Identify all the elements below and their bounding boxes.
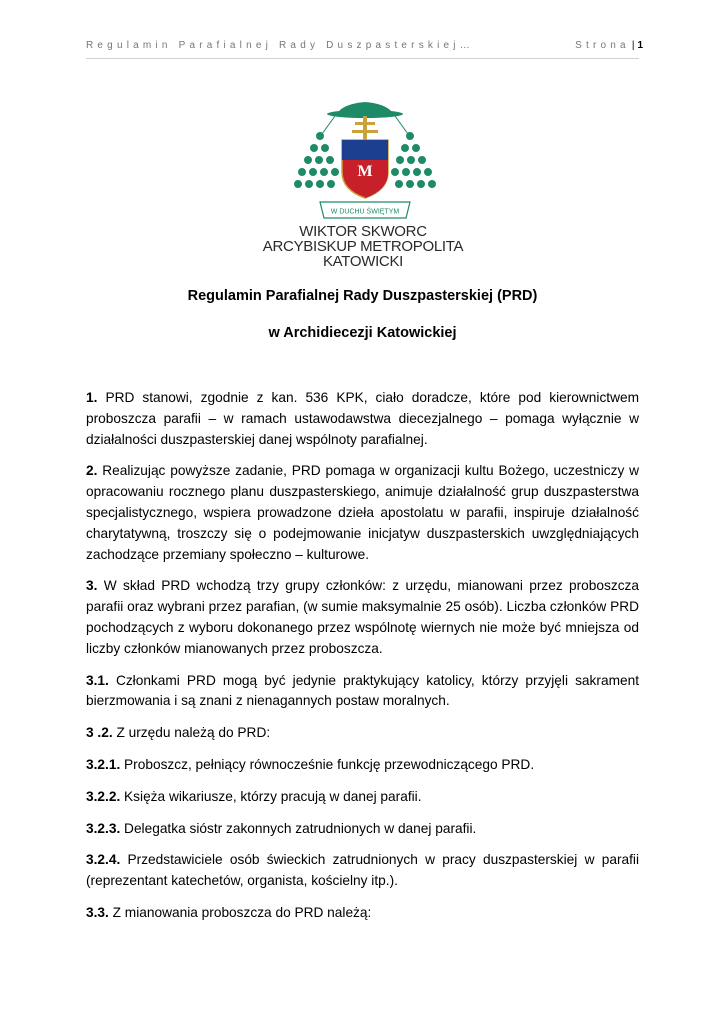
archbishop-coat-of-arms (290, 94, 440, 226)
paragraph-number: 3.3. (86, 904, 109, 920)
archbishop-name-block (240, 224, 486, 269)
paragraph-text: Realizując powyższe zadanie, PRD pomaga w organizacji kultu Bożego, uczestniczy w opracowaniu rocznego planu duszpasterskiego, animuje działalność grup duszpasterstwa specjalistycznego, wspiera prowadzone dzieła apostolatu w parafii, inspiruje działalność charytatywną, troszczy się o podejmowanie inicjatyw duszpasterskich uwzględniających zachodzące przemiany społeczno – kulturowe. (86, 463, 639, 562)
paragraph-text: Delegatka sióstr zakonnych zatrudnionych w danej parafii. (120, 820, 477, 836)
paragraph-number: 2. (86, 463, 98, 479)
paragraph-text: Proboszcz, pełniący równocześnie funkcję przewodniczącego PRD. (120, 756, 535, 772)
document-subtitle: w Archidiecezji Katowickiej (268, 325, 457, 341)
paragraph-number: 3.2.3. (86, 820, 121, 836)
paragraph-number: 3 .2. (86, 725, 113, 741)
crest-name-line-2: ARCYBISKUP METROPOLITA (262, 238, 464, 255)
paragraph-text: Księża wikariusze, którzy pracują w danej parafii. (120, 788, 422, 804)
paragraph (86, 755, 639, 776)
paragraph-text: W skład PRD wchodzą trzy grupy członków: z urzędu, mianowani przez proboszcza parafii oraz wybrani przez parafian, (w sumie maksymalnie 25 osób). Liczba członków PRD pochodzących z wyboru dokonanego przez wspólnotę wiernych nie może być mniejsza od liczby członków mianowanych przez proboszcza. (86, 578, 639, 656)
paragraph (86, 576, 639, 659)
paragraph (86, 850, 639, 892)
crest-name-line-3: KATOWICKI (322, 253, 404, 270)
paragraph (86, 819, 639, 840)
document-title: Regulamin Parafialnej Rady Duszpasterskiej (PRD) (187, 288, 538, 304)
paragraph (86, 388, 639, 450)
paragraph-text: Z mianowania proboszcza do PRD należą: (108, 904, 372, 920)
header-divider: | (631, 40, 635, 51)
crest-name-line-1: WIKTOR SKWORC (299, 223, 427, 240)
paragraph-number: 3. (86, 578, 98, 594)
header-rule (86, 58, 639, 59)
paragraph-number: 3.1. (86, 672, 109, 688)
paragraph (86, 903, 639, 924)
page-number: 1 (637, 40, 643, 51)
paragraph (86, 723, 639, 744)
paragraph-text: Członkami PRD mogą być jedynie praktykujący katolicy, którzy przyjęli sakrament bierzmowania i są znani z nienagannych postaw moralnych. (86, 672, 639, 709)
regulation-body (86, 388, 639, 935)
paragraph-number: 1. (86, 390, 98, 405)
paragraph (86, 787, 639, 808)
header-title: Regulamin Parafialnej Rady Duszpasterskiej… (86, 40, 474, 51)
paragraph-number: 3.2.2. (86, 788, 121, 804)
paragraph-text: Z urzędu należą do PRD: (112, 725, 271, 741)
crest-motto: W DUCHU ŚWIĘTYM (330, 208, 400, 216)
paragraph (86, 671, 639, 713)
header-page-label: Strona (575, 40, 630, 51)
header-page-info (575, 40, 643, 51)
paragraph-number: 3.2.1. (86, 756, 121, 772)
paragraph (86, 461, 639, 565)
paragraph-text: Przedstawiciele osób świeckich zatrudnionych w pracy duszpasterskiej w parafii (reprezentant katechetów, organista, kościelny itp.). (86, 852, 639, 889)
paragraph-number: 3.2.4. (86, 852, 121, 868)
paragraph-text: PRD stanowi, zgodnie z kan. 536 KPK, ciało doradcze, które pod kierownictwem proboszcza parafii – w ramach ustawodawstwa diecezjalnego – pomaga wyłącznie w działalności duszpasterskiej danej wspólnoty parafialnej. (86, 390, 639, 447)
svg-text:M: M (357, 163, 373, 180)
